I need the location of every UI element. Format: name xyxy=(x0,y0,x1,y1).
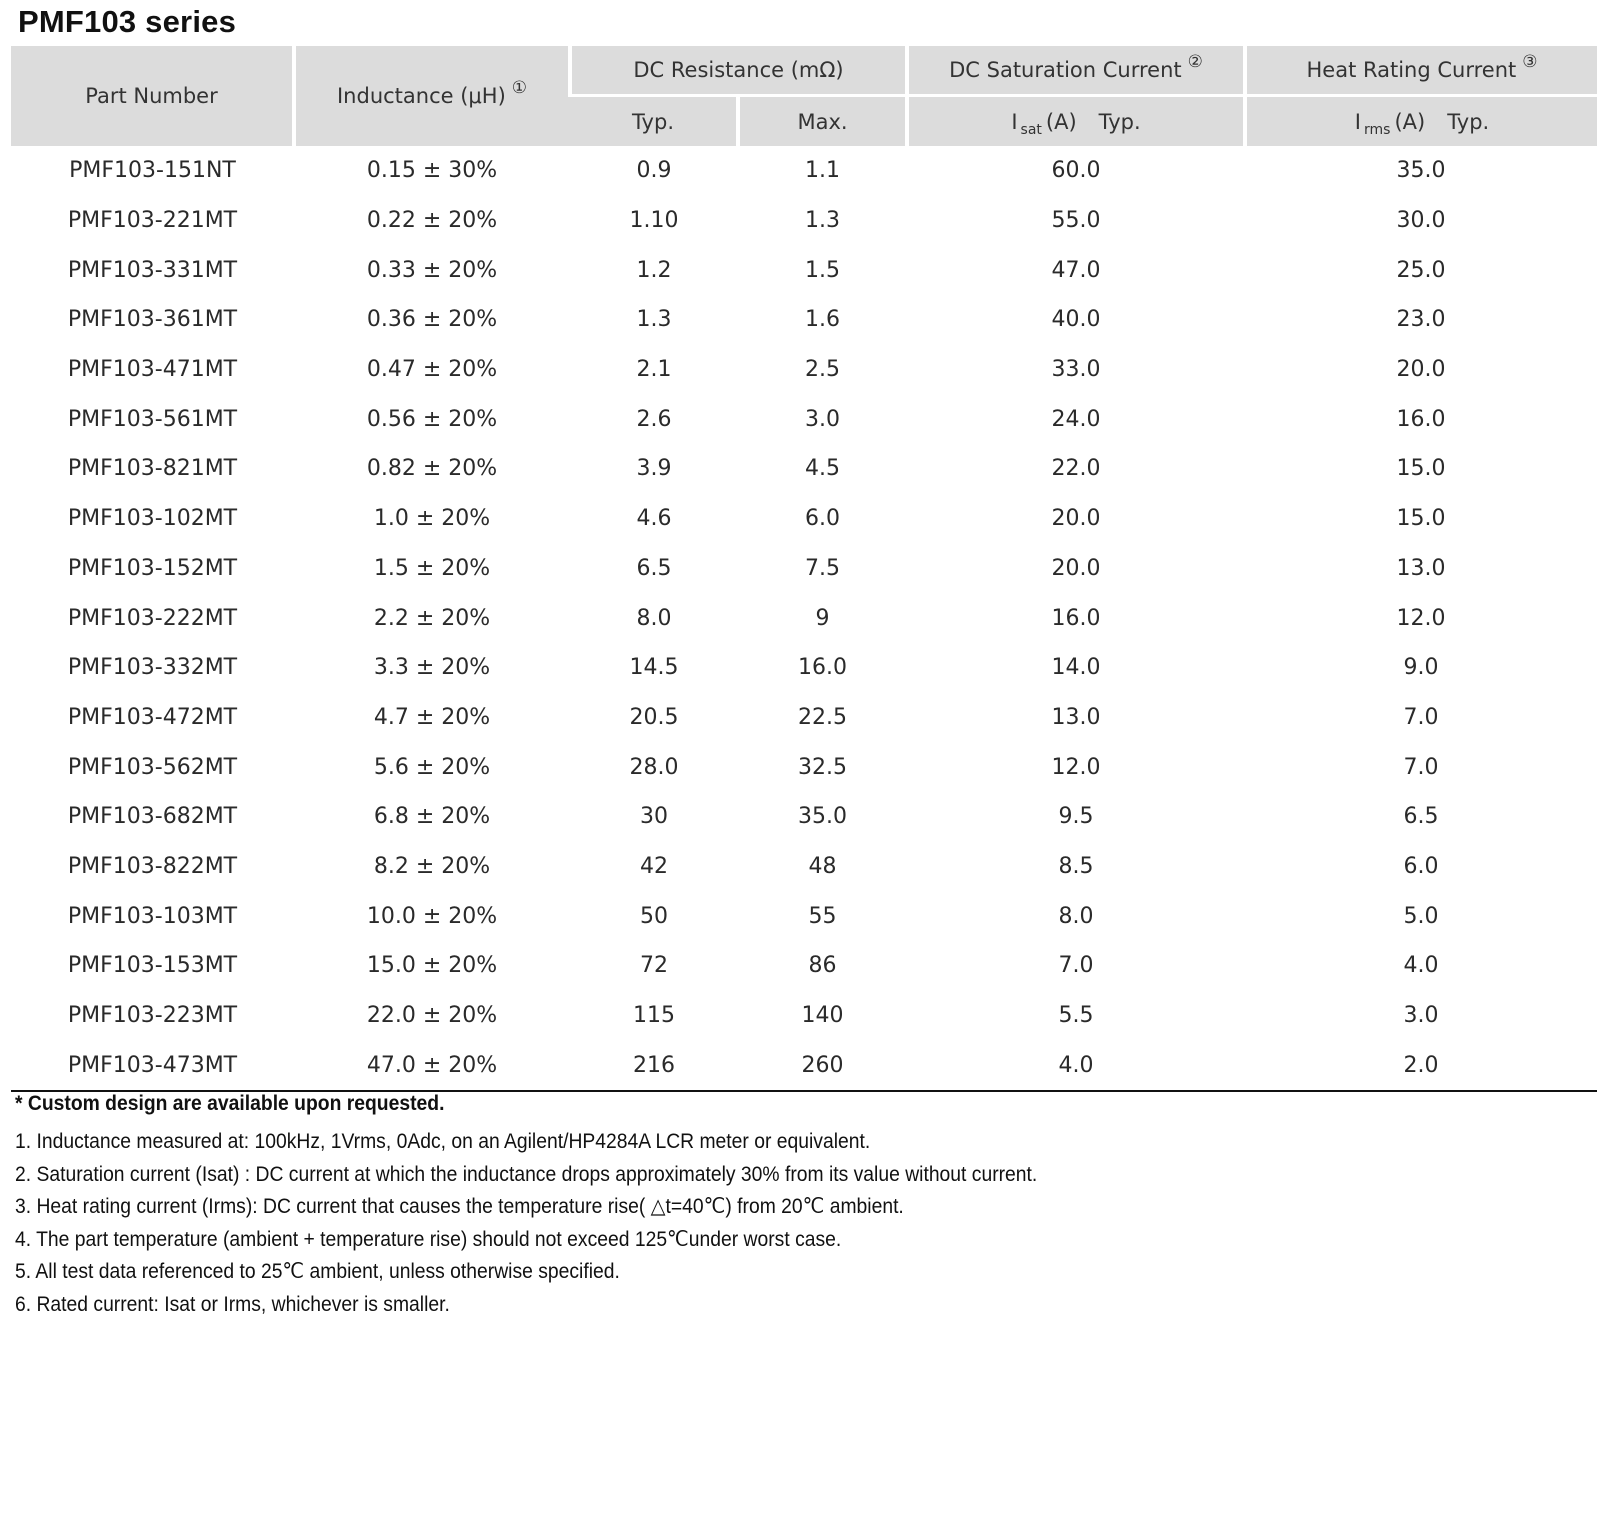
header-inductance xyxy=(294,46,570,146)
header-heat-label: Heat Rating Current xyxy=(1306,58,1517,82)
cell-isat: 40.0 xyxy=(1051,307,1101,333)
cell-inductance: 0.36 ± 20% xyxy=(366,307,498,333)
cell-part: PMF103-102MT xyxy=(67,506,238,532)
cell-irms: 13.0 xyxy=(1396,555,1446,581)
cell-dcr-max: 1.6 xyxy=(805,307,840,333)
custom-design-note: * Custom design are available upon requested. xyxy=(15,1092,445,1115)
isat-unit: (A) xyxy=(1045,109,1077,134)
cell-inductance: 0.82 ± 20% xyxy=(366,456,498,482)
table-row xyxy=(11,394,1597,444)
header-part-number-label: Part Number xyxy=(85,84,218,108)
cell-dcr-typ: 2.6 xyxy=(636,406,672,432)
cell-dcr-max: 6.0 xyxy=(805,506,840,532)
cell-irms: 5.0 xyxy=(1403,903,1439,929)
header-isat-typ xyxy=(907,96,1245,147)
cell-dcr-max: 32.5 xyxy=(798,754,847,780)
table-row xyxy=(11,742,1597,792)
cell-dcr-max: 35.0 xyxy=(798,804,847,830)
cell-isat: 22.0 xyxy=(1051,456,1101,482)
cell-dcr-max: 1.1 xyxy=(805,158,840,184)
cell-dcr-max: 16.0 xyxy=(798,655,847,681)
cell-isat: 20.0 xyxy=(1051,555,1101,581)
cell-inductance: 8.2 ± 20% xyxy=(373,853,491,879)
cell-dcr-typ: 3.9 xyxy=(636,456,672,482)
note-item-2: 2. Saturation current (Isat) : DC current at which the inductance drops approximately 30% from its value without current. xyxy=(15,1162,1038,1186)
cell-irms: 7.0 xyxy=(1403,754,1439,780)
table-row xyxy=(11,544,1597,594)
cell-inductance: 5.6 ± 20% xyxy=(373,754,491,780)
note-item-3: 3. Heat rating current (Irms): DC current that causes the temperature rise( △t=40℃) from 20℃ ambient. xyxy=(15,1195,904,1218)
note-item-6: 6. Rated current: Isat or Irms, whichever is smaller. xyxy=(15,1292,450,1316)
cell-inductance: 1.5 ± 20% xyxy=(373,555,491,581)
cell-isat: 47.0 xyxy=(1051,257,1101,283)
note-1-marker: ① xyxy=(511,78,528,98)
cell-isat: 24.0 xyxy=(1051,406,1101,432)
table-row xyxy=(11,643,1597,693)
cell-dcr-typ: 2.1 xyxy=(636,357,672,383)
cell-irms: 35.0 xyxy=(1396,158,1446,184)
table-row xyxy=(11,295,1597,345)
cell-inductance: 6.8 ± 20% xyxy=(373,804,491,830)
cell-dcr-typ: 1.2 xyxy=(636,257,672,283)
table-row xyxy=(11,345,1597,395)
table-row xyxy=(11,444,1597,494)
note-item-4: 4. The part temperature (ambient + temperature rise) should not exceed 125℃under worst case. xyxy=(15,1227,842,1251)
cell-irms: 30.0 xyxy=(1396,208,1446,234)
cell-isat: 55.0 xyxy=(1051,208,1101,234)
cell-dcr-max: 1.5 xyxy=(805,257,840,283)
irms-subscript: rms xyxy=(1363,121,1391,138)
table-row xyxy=(11,593,1597,643)
cell-isat: 12.0 xyxy=(1051,754,1101,780)
cell-dcr-typ: 115 xyxy=(633,1003,675,1029)
irms-symbol: I xyxy=(1354,109,1361,134)
header-irms-typ xyxy=(1245,96,1597,147)
cell-irms: 9.0 xyxy=(1403,655,1439,681)
cell-part: PMF103-331MT xyxy=(67,257,238,283)
cell-dcr-max: 22.5 xyxy=(798,704,847,730)
cell-irms: 20.0 xyxy=(1396,357,1446,383)
cell-isat: 4.0 xyxy=(907,1040,1245,1091)
table-row xyxy=(11,792,1597,842)
header-inductance-label: Inductance (μH) xyxy=(336,84,506,108)
cell-inductance: 0.15 ± 30% xyxy=(366,158,498,184)
cell-part: PMF103-332MT xyxy=(67,655,238,681)
cell-part: PMF103-562MT xyxy=(67,754,238,780)
cell-dcr-typ: 0.9 xyxy=(636,158,672,184)
cell-dcr-max: 3.0 xyxy=(805,406,840,432)
cell-dcr-max: 9 xyxy=(815,605,830,631)
page-title: PMF103 series xyxy=(18,4,237,39)
header-dcr-typ: Typ. xyxy=(570,96,738,147)
cell-dcr-typ: 14.5 xyxy=(629,655,679,681)
cell-inductance: 22.0 ± 20% xyxy=(366,1003,498,1029)
cell-dcr-typ: 28.0 xyxy=(629,754,679,780)
note-3-marker: ③ xyxy=(1522,52,1538,72)
header-dc-resistance-label: DC Resistance (mΩ) xyxy=(633,58,844,82)
cell-isat: 5.5 xyxy=(1058,1003,1094,1029)
note-2-marker: ② xyxy=(1187,52,1203,72)
table-row xyxy=(11,941,1597,991)
isat-subscript: sat xyxy=(1020,121,1042,138)
cell-part: PMF103-151NT xyxy=(69,158,236,184)
cell-dcr-typ: 50 xyxy=(640,903,668,929)
cell-dcr-typ: 216 xyxy=(570,1040,738,1091)
cell-irms: 4.0 xyxy=(1403,953,1439,979)
cell-dcr-typ: 6.5 xyxy=(636,555,672,581)
cell-dcr-typ: 1.10 xyxy=(629,208,679,234)
cell-dcr-max: 140 xyxy=(801,1003,844,1029)
cell-dcr-max: 7.5 xyxy=(805,555,840,581)
cell-isat: 8.0 xyxy=(1058,903,1094,929)
cell-inductance: 4.7 ± 20% xyxy=(373,704,491,730)
cell-isat: 7.0 xyxy=(1058,953,1094,979)
notes-section xyxy=(15,1092,1126,1321)
cell-inductance: 0.47 ± 20% xyxy=(366,357,498,383)
header-part-number xyxy=(11,46,294,146)
cell-irms: 12.0 xyxy=(1396,605,1446,631)
cell-inductance: 0.33 ± 20% xyxy=(366,257,498,283)
cell-dcr-max: 55 xyxy=(808,903,837,929)
cell-part: PMF103-471MT xyxy=(67,357,238,383)
cell-dcr-typ: 20.5 xyxy=(629,704,679,730)
cell-dcr-max: 4.5 xyxy=(805,456,840,482)
cell-irms: 7.0 xyxy=(1403,704,1439,730)
cell-isat: 60.0 xyxy=(1051,158,1101,184)
cell-part: PMF103-561MT xyxy=(67,406,238,432)
cell-irms: 16.0 xyxy=(1396,406,1446,432)
table-row xyxy=(11,693,1597,743)
cell-part: PMF103-153MT xyxy=(67,953,238,979)
cell-inductance: 1.0 ± 20% xyxy=(373,506,491,532)
cell-irms: 23.0 xyxy=(1396,307,1446,333)
cell-dcr-typ: 72 xyxy=(640,953,668,979)
cell-isat: 16.0 xyxy=(1051,605,1101,631)
note-item-1: 1. Inductance measured at: 100kHz, 1Vrms, 0Adc, on an Agilent/HP4284A LCR meter or equivalent. xyxy=(15,1130,871,1153)
table-body xyxy=(11,146,1597,1091)
table-row xyxy=(11,891,1597,941)
header-saturation-current xyxy=(907,46,1245,96)
cell-dcr-max: 260 xyxy=(738,1040,907,1091)
cell-irms: 15.0 xyxy=(1396,456,1446,482)
cell-irms: 25.0 xyxy=(1396,257,1446,283)
cell-part: PMF103-361MT xyxy=(67,307,238,333)
cell-dcr-max: 86 xyxy=(808,953,837,979)
cell-isat: 9.5 xyxy=(1058,804,1094,830)
cell-part: PMF103-473MT xyxy=(11,1040,294,1091)
cell-irms: 6.5 xyxy=(1403,804,1439,830)
irms-typ-label: Typ. xyxy=(1447,109,1490,134)
cell-inductance: 0.22 ± 20% xyxy=(366,208,498,234)
cell-part: PMF103-221MT xyxy=(67,208,238,234)
cell-irms: 15.0 xyxy=(1396,506,1446,532)
cell-isat: 8.5 xyxy=(1058,853,1094,879)
cell-inductance: 15.0 ± 20% xyxy=(366,953,498,979)
notes-list xyxy=(15,1126,1126,1321)
table-row xyxy=(11,494,1597,544)
note-item-5: 5. All test data referenced to 25℃ ambient, unless otherwise specified. xyxy=(15,1260,620,1283)
cell-dcr-max: 48 xyxy=(808,853,837,879)
cell-dcr-typ: 42 xyxy=(640,853,668,879)
header-dcr-max: Max. xyxy=(738,96,907,147)
cell-inductance: 2.2 ± 20% xyxy=(373,605,491,631)
table-row xyxy=(11,991,1597,1041)
cell-part: PMF103-472MT xyxy=(67,704,238,730)
header-saturation-label: DC Saturation Current xyxy=(949,58,1182,82)
cell-part: PMF103-152MT xyxy=(67,555,238,581)
cell-part: PMF103-821MT xyxy=(67,456,238,482)
spec-table xyxy=(11,46,1597,1092)
cell-part: PMF103-222MT xyxy=(67,605,238,631)
cell-irms: 3.0 xyxy=(1403,1003,1439,1029)
cell-part: PMF103-103MT xyxy=(67,903,238,929)
cell-dcr-typ: 30 xyxy=(640,804,668,830)
isat-symbol: I xyxy=(1011,109,1018,134)
cell-isat: 20.0 xyxy=(1051,506,1101,532)
table-row xyxy=(11,842,1597,892)
cell-part: PMF103-223MT xyxy=(67,1003,238,1029)
cell-irms: 6.0 xyxy=(1403,853,1439,879)
cell-inductance: 47.0 ± 20% xyxy=(294,1040,570,1091)
cell-dcr-max: 2.5 xyxy=(805,357,840,383)
cell-part: PMF103-822MT xyxy=(67,853,238,879)
irms-unit: (A) xyxy=(1394,109,1426,134)
cell-dcr-typ: 8.0 xyxy=(636,605,672,631)
table-header xyxy=(11,46,1597,146)
cell-part: PMF103-682MT xyxy=(67,804,238,830)
table-row xyxy=(11,245,1597,295)
table-row xyxy=(11,196,1597,246)
isat-typ-label: Typ. xyxy=(1098,109,1141,134)
cell-dcr-typ: 1.3 xyxy=(636,307,672,333)
cell-isat: 13.0 xyxy=(1051,704,1101,730)
header-heat-rating-current xyxy=(1245,46,1597,96)
table-row xyxy=(11,146,1597,196)
cell-isat: 33.0 xyxy=(1051,357,1101,383)
cell-irms: 2.0 xyxy=(1245,1040,1597,1091)
cell-inductance: 10.0 ± 20% xyxy=(366,903,498,929)
cell-isat: 14.0 xyxy=(1051,655,1101,681)
header-dc-resistance xyxy=(570,46,907,96)
cell-dcr-max: 1.3 xyxy=(805,208,840,234)
table-row xyxy=(11,1040,1597,1091)
cell-inductance: 3.3 ± 20% xyxy=(373,655,491,681)
cell-inductance: 0.56 ± 20% xyxy=(366,406,498,432)
cell-dcr-typ: 4.6 xyxy=(636,506,672,532)
